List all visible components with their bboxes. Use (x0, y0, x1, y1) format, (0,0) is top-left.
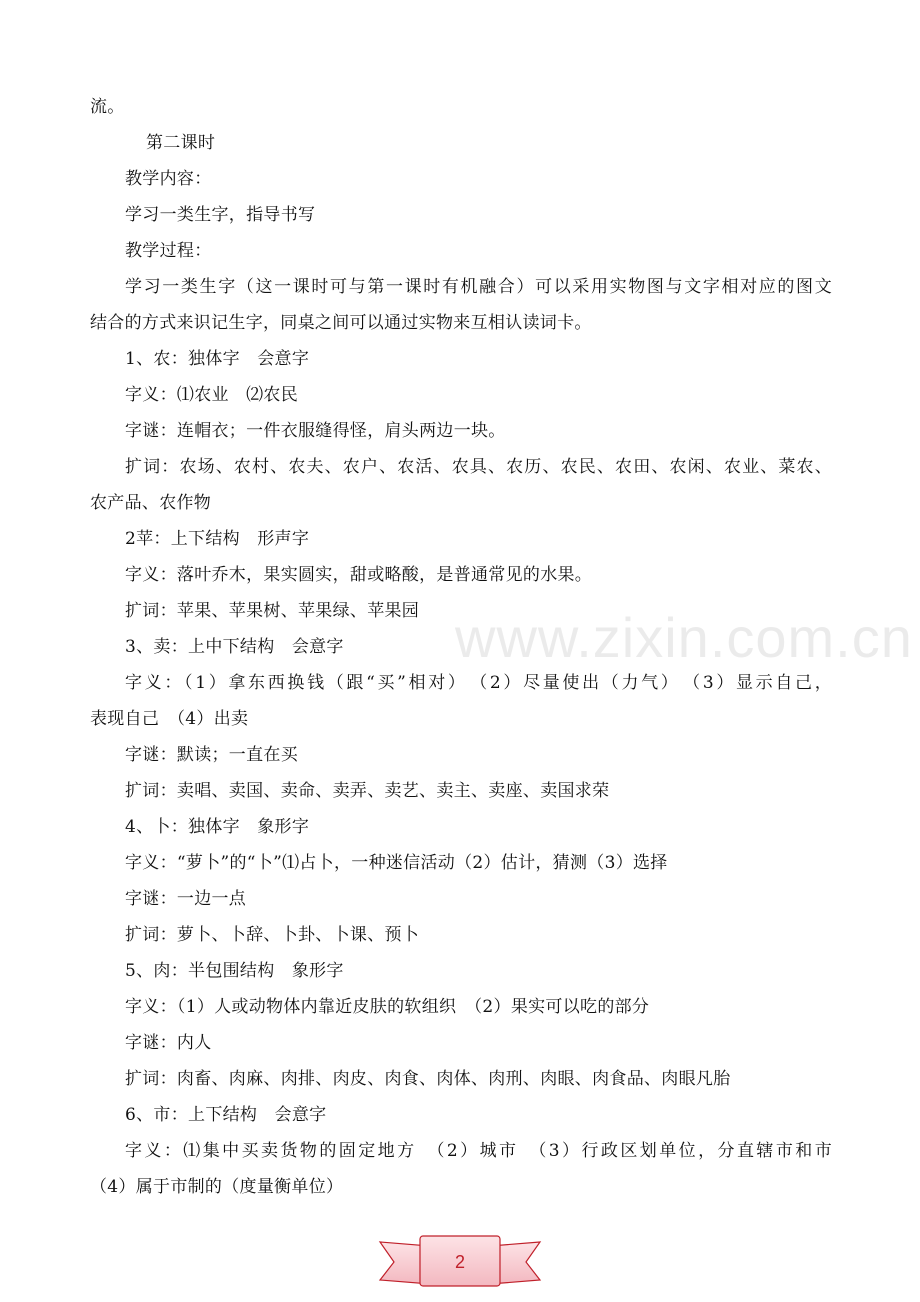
paragraph-line: 字义：（1）人或动物体内靠近皮肤的软组织 （2）果实可以吃的部分 (125, 997, 650, 1017)
watermark: www.zixin.com.cn (455, 606, 913, 669)
section-heading: 第二课时 (146, 133, 216, 153)
paragraph-line: 学习一类生字（这一课时可与第一课时有机融合）可以采用实物图与文字相对应的图文 (125, 277, 832, 297)
paragraph-line: 字义：（1）拿东西换钱（跟“买”相对） （2）尽量使出（力气） （3）显示自己， (125, 673, 832, 693)
paragraph-line: 结合的方式来识记生字，同桌之间可以通过实物来互相认读词卡。 (90, 313, 592, 333)
paragraph-line: 教学过程： (125, 241, 212, 261)
paragraph-line: 扩词：苹果、苹果树、苹果绿、苹果园 (125, 601, 420, 621)
paragraph-line: 字义：落叶乔木，果实圆实，甜或略酸，是普通常见的水果。 (125, 565, 593, 585)
paragraph-line: 5、肉：半包围结构 象形字 (125, 961, 344, 981)
paragraph-line: 字义：“萝卜”的“卜”⑴占卜，一种迷信活动（2）估计，猜测（3）选择 (125, 853, 668, 873)
paragraph-line: 6、市：上下结构 会意字 (125, 1105, 327, 1125)
paragraph-line: 字谜：内人 (125, 1033, 212, 1053)
paragraph-line: 农产品、农作物 (90, 493, 212, 513)
paragraph-line: 3、卖：上中下结构 会意字 (125, 637, 344, 657)
paragraph-line: （4）属于市制的（度量衡单位） (90, 1177, 344, 1197)
paragraph-line: 字义：⑴集中买卖货物的固定地方 （2）城市 （3）行政区划单位，分直辖市和市 (125, 1141, 832, 1161)
paragraph-line: 字谜：连帽衣；一件衣服缝得怪，肩头两边一块。 (125, 421, 506, 441)
paragraph-line: 扩词：卖唱、卖国、卖命、卖弄、卖艺、卖主、卖座、卖国求荣 (125, 781, 610, 801)
paragraph-line: 4、卜：独体字 象形字 (125, 817, 310, 837)
paragraph-line: 字谜：一边一点 (125, 889, 247, 909)
paragraph-line: 1、农：独体字 会意字 (125, 349, 310, 369)
paragraph-line: 2苹：上下结构 形声字 (125, 529, 310, 549)
paragraph-line: 流。 (90, 97, 125, 117)
paragraph-line: 字义：⑴农业 ⑵农民 (125, 385, 298, 405)
paragraph-line: 教学内容： (125, 169, 212, 189)
paragraph-line: 表现自己 （4）出卖 (90, 709, 249, 729)
paragraph-line: 扩词：农场、农村、农夫、农户、农活、农具、农历、农民、农田、农闲、农业、菜农、 (125, 457, 832, 477)
paragraph-line: 扩词：肉畜、肉麻、肉排、肉皮、肉食、肉体、肉刑、肉眼、肉食品、肉眼凡胎 (125, 1069, 731, 1089)
paragraph-line: 学习一类生字，指导书写 (125, 205, 316, 225)
paragraph-line: 扩词：萝卜、卜辞、卜卦、卜课、预卜 (125, 925, 420, 945)
page-number: 2 (454, 1252, 465, 1272)
paragraph-line: 字谜：默读；一直在买 (125, 745, 298, 765)
